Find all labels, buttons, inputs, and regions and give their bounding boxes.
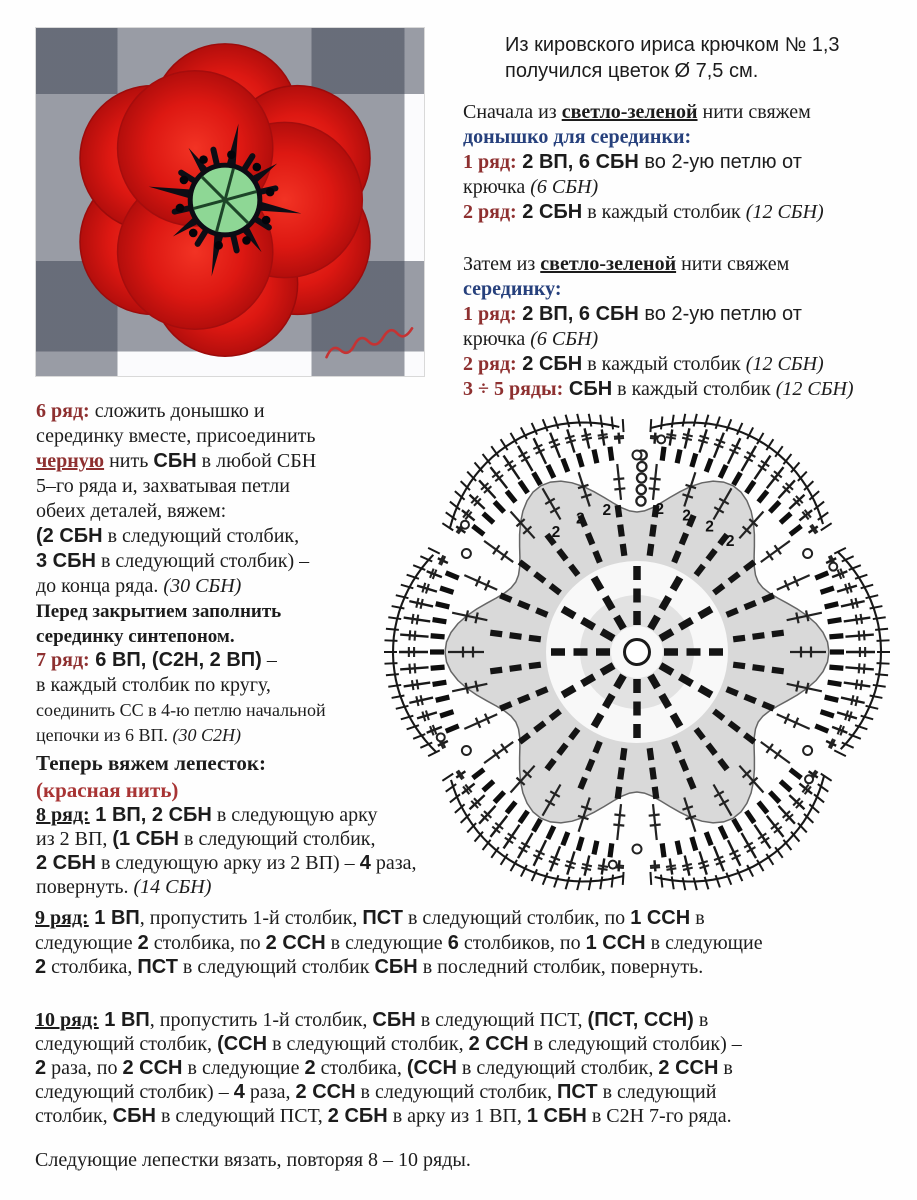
text-run: 2 СБН bbox=[36, 852, 96, 874]
text-run: нити свяжем bbox=[697, 101, 811, 123]
text-run: в bbox=[690, 907, 705, 929]
text-run: повернуть. bbox=[36, 876, 134, 898]
text-run: в следующие bbox=[325, 931, 448, 954]
text-run: 4 bbox=[359, 852, 371, 874]
text-line bbox=[35, 1032, 910, 1056]
text-run: ПСТ bbox=[362, 907, 403, 929]
text-run: 1 ряд: bbox=[463, 303, 517, 325]
text-run: донышко для серединки: bbox=[463, 126, 692, 148]
text-run: 2 ВП, 6 СБН bbox=[516, 151, 639, 173]
text-run: в следующий ПСТ, bbox=[415, 1009, 588, 1031]
text-run: 8 ряд: bbox=[36, 804, 90, 826]
text-run: 2 ряд: bbox=[463, 353, 517, 375]
text-run: серединку: bbox=[463, 278, 562, 300]
text-run: Следующие лепестки вязать, повторяя 8 – 10 ряды. bbox=[35, 1149, 471, 1171]
text-line bbox=[463, 252, 915, 277]
text-run: в любой СБН bbox=[196, 450, 317, 472]
text-run: 9 ряд: bbox=[35, 907, 89, 929]
text-line bbox=[36, 698, 388, 723]
text-line bbox=[463, 302, 915, 327]
text-run: Перед закрытием заполнить bbox=[36, 601, 282, 622]
text-run: 1 ВП bbox=[88, 907, 140, 929]
text-run: столбика, bbox=[46, 956, 138, 978]
text-run: серединку синтепоном. bbox=[36, 626, 235, 647]
text-run: раза, по bbox=[46, 1057, 123, 1079]
svg-text:2: 2 bbox=[576, 510, 585, 528]
text-run: в следующий столбик bbox=[177, 956, 375, 978]
text-run: светло-зеленой bbox=[561, 101, 698, 123]
text-line bbox=[36, 599, 388, 624]
text-run: (ПСТ, ССН) bbox=[587, 1009, 694, 1031]
chart-center-ring bbox=[625, 640, 650, 665]
text-run: 5–го ряда и, захватывая петли bbox=[36, 475, 290, 497]
text-run: Затем из bbox=[463, 253, 541, 275]
text-run: в следующий столбик) – bbox=[528, 1033, 742, 1055]
text-run: 7 ряд: bbox=[36, 649, 90, 671]
text-run: в следующую арку из 2 ВП) – bbox=[95, 852, 360, 874]
text-line bbox=[36, 424, 388, 449]
text-line bbox=[36, 803, 406, 827]
text-run: , пропустить 1-й столбик, bbox=[139, 907, 363, 929]
text-run: в каждый столбик по кругу, bbox=[36, 674, 271, 696]
text-run: 1 ряд: bbox=[463, 151, 517, 173]
text-run: (6 СБН) bbox=[530, 176, 599, 198]
text-run: 2 СБН bbox=[516, 353, 583, 375]
text-run: в каждый столбик bbox=[612, 378, 776, 400]
text-run: в следующий столбик, bbox=[102, 525, 300, 547]
text-line bbox=[36, 574, 388, 599]
text-run: столбика, bbox=[315, 1057, 407, 1079]
text-line bbox=[35, 1148, 910, 1173]
text-run: , пропустить 1-й столбик, bbox=[149, 1009, 373, 1031]
text-run: 1 СБН bbox=[526, 1105, 587, 1127]
text-run: черную bbox=[36, 450, 105, 472]
text-run: СБН bbox=[563, 378, 613, 400]
text-line bbox=[463, 150, 915, 175]
closing-note bbox=[35, 1148, 910, 1173]
svg-text:2: 2 bbox=[725, 532, 735, 550]
text-run: 2 СБН bbox=[516, 201, 583, 223]
text-line bbox=[505, 58, 907, 84]
text-run: 3 ÷ 5 ряды: bbox=[463, 378, 564, 400]
text-line bbox=[35, 931, 910, 956]
text-run: (30 СБН) bbox=[163, 575, 242, 597]
text-line bbox=[463, 277, 915, 302]
row-6-instructions bbox=[36, 399, 388, 649]
text-run: 1 ССН bbox=[585, 931, 646, 954]
text-line bbox=[36, 549, 388, 574]
text-run: СБН bbox=[372, 1009, 416, 1031]
text-run: 2 СБН bbox=[327, 1105, 388, 1127]
text-run: (6 СБН) bbox=[530, 328, 599, 350]
intro-note bbox=[505, 32, 907, 84]
text-run: в bbox=[693, 1009, 709, 1031]
text-run: 1 ССН bbox=[630, 907, 691, 929]
text-line bbox=[35, 906, 910, 931]
text-line bbox=[36, 851, 417, 875]
text-run: раза, bbox=[370, 852, 417, 874]
text-run: в арку из 1 ВП, bbox=[387, 1105, 527, 1127]
text-run: – bbox=[261, 649, 277, 671]
text-run: 4 bbox=[233, 1081, 245, 1103]
text-run: в следующий bbox=[597, 1081, 717, 1103]
text-run: в bbox=[718, 1057, 733, 1079]
text-run: сложить донышко и bbox=[89, 400, 265, 422]
text-line bbox=[463, 175, 915, 200]
text-run: до конца ряда. bbox=[36, 575, 164, 597]
svg-text:2: 2 bbox=[551, 523, 561, 541]
text-line bbox=[36, 777, 388, 804]
text-run: 2 ряд: bbox=[463, 201, 517, 223]
text-run: столбик, bbox=[35, 1105, 113, 1127]
text-run: 2 bbox=[35, 1057, 47, 1079]
text-line bbox=[35, 1080, 910, 1104]
text-run: 2 bbox=[137, 931, 149, 954]
text-run: 2 ССН bbox=[295, 1081, 356, 1103]
text-run: (12 СБН) bbox=[775, 378, 854, 400]
text-run: СБН bbox=[374, 956, 418, 978]
text-run: в следующий столбик, bbox=[179, 828, 376, 850]
text-line bbox=[36, 624, 388, 649]
text-run: во 2-ую петлю от bbox=[638, 151, 802, 173]
text-run: серединку вместе, присоединить bbox=[36, 425, 316, 447]
svg-text:2: 2 bbox=[655, 500, 664, 518]
text-line bbox=[36, 827, 406, 851]
text-run: в С2Н 7-го ряда. bbox=[586, 1105, 732, 1127]
text-run: Теперь вяжем лепесток: bbox=[36, 751, 266, 775]
text-run: в следующий столбик, bbox=[355, 1081, 558, 1103]
row-8-instructions bbox=[36, 803, 417, 899]
text-line bbox=[36, 673, 388, 698]
text-run: следующий столбик) – bbox=[35, 1081, 234, 1103]
row-10-instructions bbox=[35, 1008, 910, 1128]
text-run: (ССН bbox=[406, 1057, 457, 1079]
row-7-instructions bbox=[36, 648, 388, 748]
text-run: крючка bbox=[463, 328, 531, 350]
text-run: в следующую арку bbox=[211, 804, 378, 826]
text-run: обеих деталей, вяжем: bbox=[36, 500, 227, 522]
text-run: 2 ССН bbox=[265, 931, 326, 954]
svg-text:2: 2 bbox=[602, 502, 612, 520]
text-run: (ССН bbox=[217, 1033, 268, 1055]
text-line bbox=[463, 200, 915, 225]
text-run: Сначала из bbox=[463, 101, 562, 123]
text-line bbox=[35, 1104, 910, 1128]
text-run: столбика, по bbox=[148, 931, 266, 954]
text-run: в следующие bbox=[645, 931, 763, 954]
text-line bbox=[505, 32, 907, 58]
text-run: в следующий столбик, по bbox=[402, 907, 631, 929]
row-9-instructions bbox=[35, 906, 910, 980]
text-run: (12 СБН) bbox=[745, 353, 824, 375]
text-run: ПСТ bbox=[137, 956, 178, 978]
text-run: ПСТ bbox=[557, 1081, 598, 1103]
text-run: 2 ССН bbox=[468, 1033, 529, 1055]
text-run: столбиков, по bbox=[458, 931, 586, 954]
text-run: 6 ряд: bbox=[36, 400, 90, 422]
text-run: СБН bbox=[153, 450, 197, 472]
text-run: 6 ВП, (С2Н, 2 ВП) bbox=[89, 649, 262, 671]
signature-watermark bbox=[327, 328, 413, 357]
text-line bbox=[35, 955, 910, 980]
text-run: нити свяжем bbox=[676, 253, 790, 275]
text-run: 6 bbox=[447, 931, 459, 954]
text-line bbox=[463, 352, 915, 377]
text-run: 1 ВП, 2 СБН bbox=[89, 804, 212, 826]
text-run: цепочки из 6 ВП. bbox=[36, 725, 173, 745]
text-run: раза, bbox=[244, 1081, 296, 1103]
text-run: 2 ВП, 6 СБН bbox=[516, 303, 639, 325]
text-line bbox=[36, 875, 406, 899]
text-run: 2 ССН bbox=[122, 1057, 183, 1079]
text-line bbox=[35, 1056, 910, 1080]
poppy-green-middle bbox=[190, 165, 260, 235]
text-line bbox=[35, 1008, 910, 1032]
text-run: Из кировского ириса крючком № 1,3 bbox=[505, 34, 840, 56]
text-line bbox=[463, 327, 915, 352]
text-run: (14 СБН) bbox=[133, 876, 212, 898]
text-run: 1 ВП bbox=[98, 1009, 150, 1031]
middle-disc-section bbox=[463, 252, 915, 402]
text-run: (2 СБН bbox=[36, 525, 103, 547]
text-run: нить bbox=[104, 450, 154, 472]
text-run: в последний столбик, повернуть. bbox=[417, 956, 704, 978]
text-line bbox=[36, 648, 388, 673]
text-run: в следующий столбик, bbox=[267, 1033, 469, 1055]
text-line bbox=[36, 750, 388, 777]
svg-text:2: 2 bbox=[682, 507, 691, 525]
poppy-flower-image bbox=[36, 28, 424, 376]
svg-text:2: 2 bbox=[705, 518, 714, 536]
text-run: (красная нить) bbox=[36, 778, 179, 802]
text-run: (12 СБН) bbox=[745, 201, 824, 223]
text-line bbox=[463, 100, 915, 125]
text-run: (30 С2Н) bbox=[172, 725, 241, 745]
text-line bbox=[36, 399, 388, 424]
text-line bbox=[36, 723, 388, 748]
text-run: светло-зеленой bbox=[540, 253, 677, 275]
text-line bbox=[463, 125, 915, 150]
text-run: в каждый столбик bbox=[582, 353, 746, 375]
text-run: в следующий столбик, bbox=[456, 1057, 659, 1079]
text-run: соединить СС в 4-ю петлю начальной bbox=[36, 700, 326, 720]
text-line bbox=[36, 524, 388, 549]
text-run: 2 bbox=[35, 956, 47, 978]
text-line bbox=[36, 499, 388, 524]
text-run: следующие bbox=[35, 931, 138, 954]
petal-section-header bbox=[36, 750, 388, 804]
text-run: 3 СБН bbox=[36, 550, 96, 572]
text-line bbox=[36, 449, 388, 474]
flower-photo bbox=[36, 28, 424, 376]
text-run: получился цветок Ø 7,5 см. bbox=[505, 60, 759, 82]
text-line bbox=[36, 474, 388, 499]
text-run: 2 bbox=[304, 1057, 316, 1079]
text-run: 2 ССН bbox=[658, 1057, 719, 1079]
text-run: крючка bbox=[463, 176, 531, 198]
text-run: в следующий столбик) – bbox=[95, 550, 310, 572]
text-run: следующий столбик, bbox=[35, 1033, 218, 1055]
text-run: 10 ряд: bbox=[35, 1009, 99, 1031]
crochet-chart bbox=[370, 394, 907, 908]
text-run: СБН bbox=[112, 1105, 156, 1127]
text-run: в следующий ПСТ, bbox=[155, 1105, 328, 1127]
text-run: в каждый столбик bbox=[582, 201, 746, 223]
bottom-disc-section bbox=[463, 100, 915, 225]
text-run: (1 СБН bbox=[112, 828, 179, 850]
text-run: во 2-ую петлю от bbox=[638, 303, 802, 325]
text-run: в следующие bbox=[182, 1057, 305, 1079]
text-run: из 2 ВП, bbox=[36, 828, 113, 850]
